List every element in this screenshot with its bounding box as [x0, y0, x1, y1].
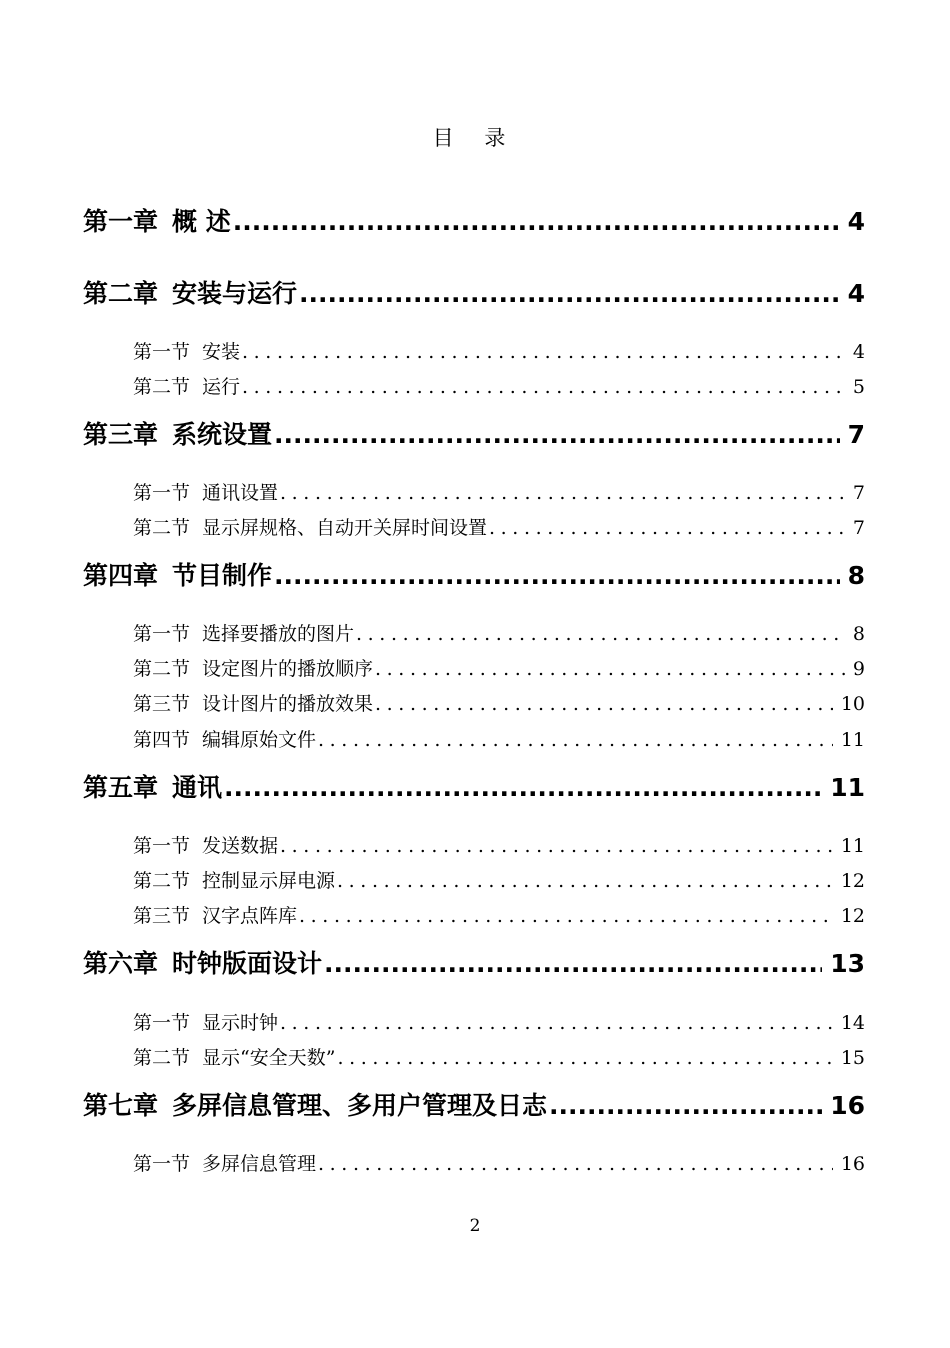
dot-leader	[324, 949, 822, 978]
section-number: 第一节	[133, 623, 191, 645]
toc-section[interactable]	[133, 1043, 865, 1070]
page-number: 8	[852, 623, 865, 645]
section-title: 显示时钟	[202, 1012, 279, 1034]
section-title: 选择要播放的图片	[202, 623, 355, 645]
section-title: 通讯设置	[202, 482, 279, 504]
section-number: 第一节	[133, 482, 191, 504]
dot-leader	[242, 376, 845, 398]
toc-section[interactable]	[133, 513, 865, 540]
page-number: 12	[840, 905, 865, 927]
section-title: 显示屏规格、自动开关屏时间设置	[202, 517, 488, 539]
chapter-title: 多屏信息管理、多用户管理及日志	[172, 1091, 548, 1120]
chapter-number: 第二章	[83, 279, 159, 308]
toc-title: 目 录	[432, 126, 518, 150]
section-title: 控制显示屏电源	[202, 870, 336, 892]
dot-leader	[233, 207, 840, 236]
section-title: 运行	[202, 376, 241, 398]
dot-leader	[280, 835, 833, 857]
page-number: 10	[840, 693, 865, 715]
section-number: 第三节	[133, 693, 191, 715]
chapter-title: 概 述	[172, 207, 231, 236]
page-number: 5	[852, 376, 865, 398]
section-number: 第一节	[133, 1153, 191, 1175]
page-number: 16	[830, 1091, 865, 1120]
chapter-title: 时钟版面设计	[172, 949, 323, 978]
section-title: 汉字点阵库	[202, 905, 298, 927]
dot-leader	[274, 561, 840, 590]
toc-section[interactable]	[133, 689, 865, 716]
section-title: 多屏信息管理	[202, 1153, 317, 1175]
section-number: 第一节	[133, 835, 191, 857]
section-title: 发送数据	[202, 835, 279, 857]
page-number: 12	[840, 870, 865, 892]
dot-leader	[242, 341, 845, 363]
toc-section[interactable]	[133, 337, 865, 364]
toc-chapter-5[interactable]	[83, 768, 865, 804]
page-number: 16	[840, 1153, 865, 1175]
toc-section[interactable]	[133, 901, 865, 928]
chapter-title: 通讯	[172, 773, 223, 802]
page-number: 11	[840, 835, 865, 857]
chapter-number: 第六章	[83, 949, 159, 978]
dot-leader	[318, 1153, 833, 1175]
dot-leader	[299, 905, 833, 927]
toc-section[interactable]	[133, 619, 865, 646]
dot-leader	[299, 279, 840, 308]
dot-leader	[224, 773, 822, 802]
section-number: 第二节	[133, 1047, 191, 1069]
toc-section[interactable]	[133, 1008, 865, 1035]
dot-leader	[274, 420, 840, 449]
toc-chapter-1[interactable]	[83, 202, 865, 238]
toc-section[interactable]	[133, 654, 865, 681]
section-title: 编辑原始文件	[202, 729, 317, 751]
page-number: 4	[852, 341, 865, 363]
chapter-number: 第五章	[83, 773, 159, 802]
page-number: 11	[830, 773, 865, 802]
page-number: 4	[847, 207, 865, 236]
dot-leader	[375, 693, 833, 715]
toc-chapter-2[interactable]	[83, 274, 865, 310]
section-title: 显示“安全天数”	[202, 1047, 336, 1069]
chapter-title: 系统设置	[172, 420, 273, 449]
page-number: 15	[840, 1047, 865, 1069]
section-number: 第二节	[133, 870, 191, 892]
dot-leader	[280, 1012, 833, 1034]
section-number: 第一节	[133, 1012, 191, 1034]
toc-section[interactable]	[133, 866, 865, 893]
section-number: 第三节	[133, 905, 191, 927]
page-number: 13	[830, 949, 865, 978]
page-number: 11	[840, 729, 865, 751]
chapter-number: 第一章	[83, 207, 159, 236]
toc-chapter-6[interactable]	[83, 944, 865, 980]
toc-section[interactable]	[133, 372, 865, 399]
page-number: 7	[847, 420, 865, 449]
toc-chapter-7[interactable]	[83, 1086, 865, 1122]
chapter-number: 第三章	[83, 420, 159, 449]
section-number: 第二节	[133, 658, 191, 680]
page-number: 4	[847, 279, 865, 308]
section-number: 第四节	[133, 729, 191, 751]
page-number: 8	[847, 561, 865, 590]
section-number: 第二节	[133, 517, 191, 539]
toc-section[interactable]	[133, 725, 865, 752]
chapter-number: 第七章	[83, 1091, 159, 1120]
footer-page-number: 2	[469, 1216, 481, 1236]
toc-section[interactable]	[133, 478, 865, 505]
page-number: 9	[852, 658, 865, 680]
section-title: 安装	[202, 341, 241, 363]
dot-leader	[337, 1047, 832, 1069]
dot-leader	[375, 658, 845, 680]
section-number: 第二节	[133, 376, 191, 398]
toc-section[interactable]	[133, 831, 865, 858]
dot-leader	[337, 870, 833, 892]
chapter-title: 安装与运行	[172, 279, 298, 308]
section-title: 设计图片的播放效果	[202, 693, 374, 715]
dot-leader	[489, 517, 845, 539]
section-title: 设定图片的播放顺序	[202, 658, 374, 680]
dot-leader	[356, 623, 845, 645]
toc-section[interactable]	[133, 1149, 865, 1176]
dot-leader	[280, 482, 845, 504]
section-number: 第一节	[133, 341, 191, 363]
chapter-number: 第四章	[83, 561, 159, 590]
toc-chapter-4[interactable]	[83, 556, 865, 592]
dot-leader	[549, 1091, 822, 1120]
page-number: 14	[840, 1012, 865, 1034]
page-number: 7	[852, 482, 865, 504]
chapter-title: 节目制作	[172, 561, 273, 590]
dot-leader	[318, 729, 833, 751]
toc-chapter-3[interactable]	[83, 415, 865, 451]
page-number: 7	[852, 517, 865, 539]
